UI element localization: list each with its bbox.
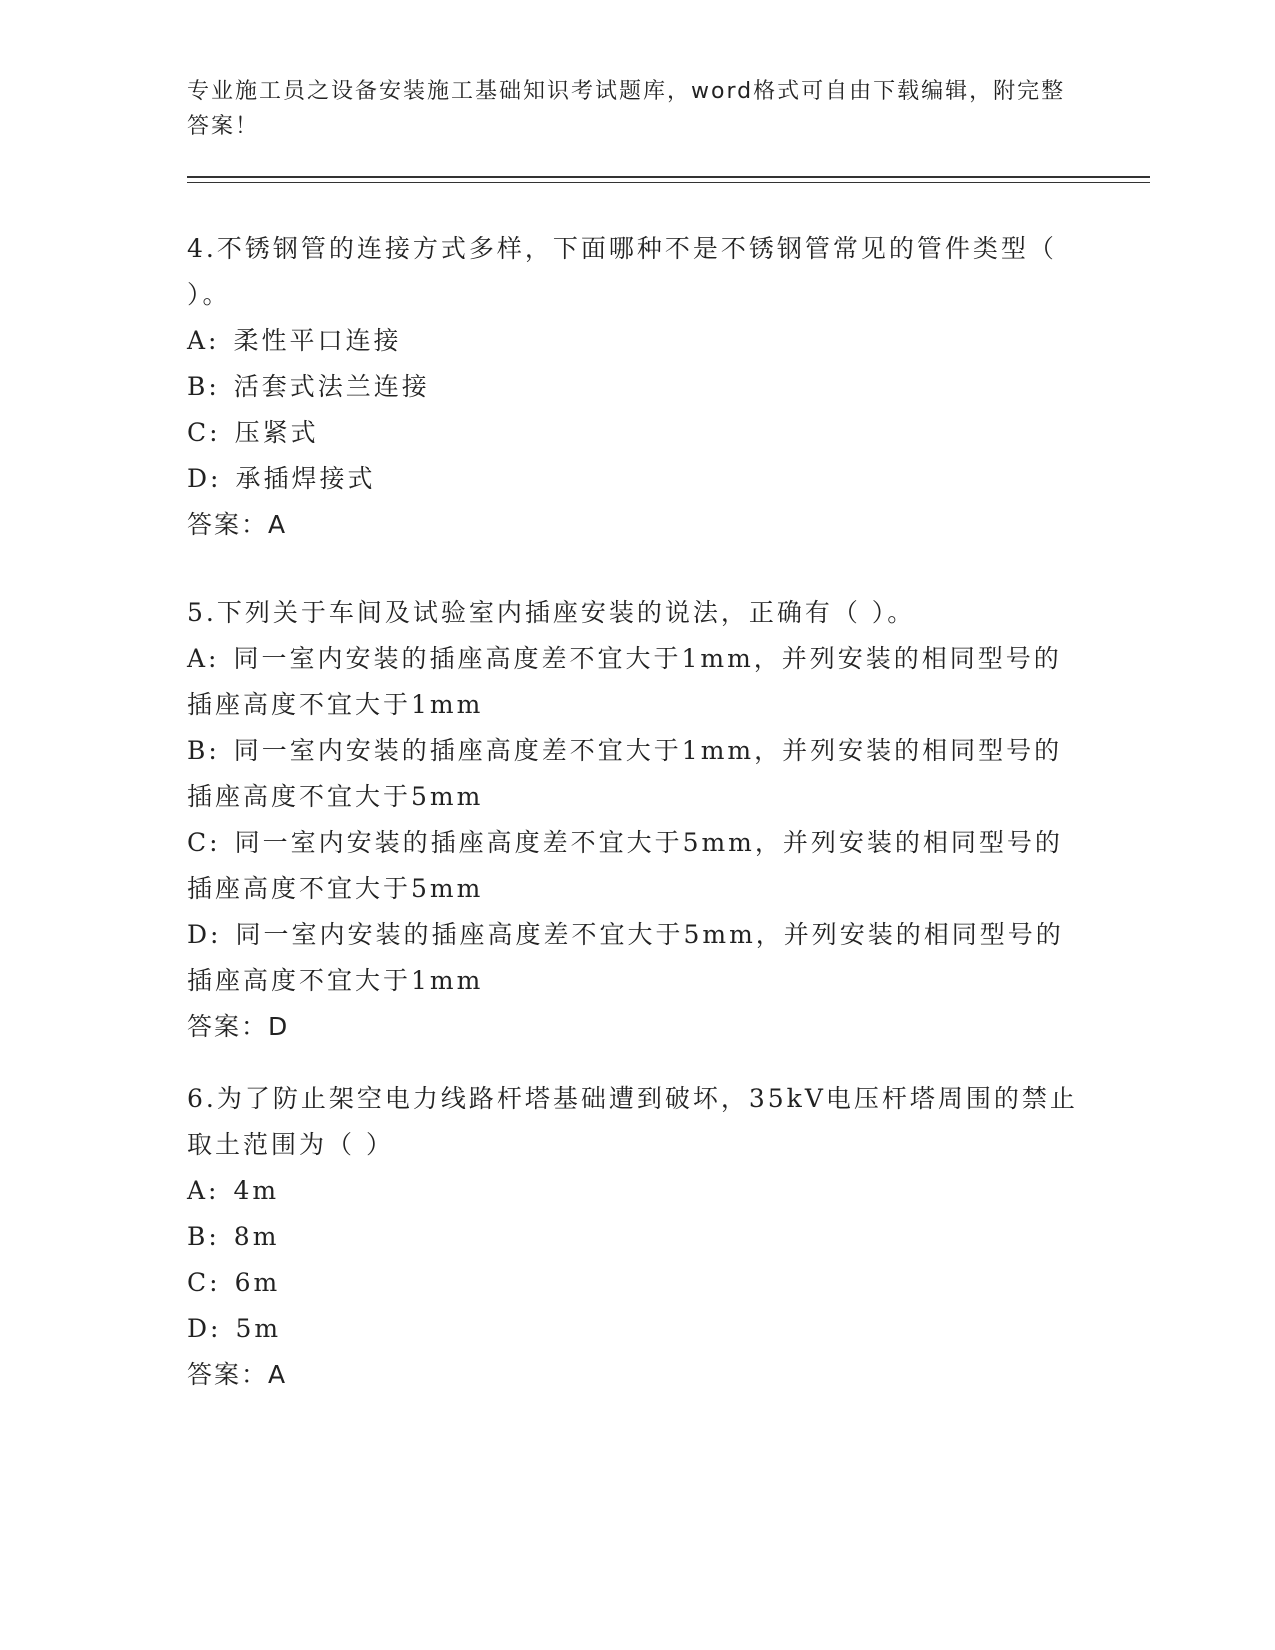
option-letter: D: [187, 1314, 222, 1343]
option-letter: A: [187, 326, 220, 355]
question-stem: 5.下列关于车间及试验室内插座安装的说法，正确有（ ）。 [187, 598, 916, 627]
option-b [187, 364, 1087, 410]
question-4 [187, 226, 1087, 548]
option-text: 同一室内安装的插座高度差不宜大于1mm，并列安装的相同型号的插座高度不宜大于1mm [187, 644, 1062, 719]
option-b [187, 728, 1087, 820]
header-divider-thin [187, 182, 1150, 183]
option-d [187, 1306, 1087, 1352]
option-letter: B: [187, 1222, 220, 1251]
option-d [187, 912, 1087, 1004]
option-letter: C: [187, 1268, 221, 1297]
option-text: 承插焊接式 [235, 464, 376, 493]
option-letter: B: [187, 736, 220, 765]
option-c [187, 820, 1087, 912]
option-letter: B: [187, 372, 220, 401]
answer-line: 答案：D [187, 1012, 290, 1041]
option-text: 同一室内安装的插座高度差不宜大于1mm，并列安装的相同型号的插座高度不宜大于5mm [187, 736, 1063, 811]
option-letter: D: [187, 464, 222, 493]
option-letter: A: [187, 1176, 220, 1205]
option-letter: A: [187, 644, 220, 673]
answer-line: 答案：A [187, 510, 288, 539]
option-text: 同一室内安装的插座高度差不宜大于5mm，并列安装的相同型号的插座高度不宜大于1mm [187, 920, 1064, 995]
option-b [187, 1214, 1087, 1260]
question-5 [187, 590, 1087, 1050]
question-stem: 6.为了防止架空电力线路杆塔基础遭到破坏，35kV电压杆塔周围的禁止取土范围为（ ） [187, 1084, 1078, 1159]
option-text: 压紧式 [234, 418, 319, 447]
option-text: 5m [235, 1314, 282, 1343]
question-6 [187, 1076, 1087, 1398]
option-a [187, 1168, 1087, 1214]
document-header: 专业施工员之设备安装施工基础知识考试题库，word格式可自由下载编辑，附完整答案！ [187, 79, 1066, 139]
option-text: 6m [234, 1268, 281, 1297]
question-stem: 4.不锈钢管的连接方式多样，下面哪种不是不锈钢管常见的管件类型（ ）。 [187, 234, 1057, 309]
option-letter: C: [187, 418, 221, 447]
option-text: 柔性平口连接 [233, 326, 402, 355]
option-c [187, 1260, 1087, 1306]
option-d [187, 456, 1087, 502]
option-letter: C: [187, 828, 221, 857]
option-letter: D: [187, 920, 222, 949]
header-divider-thick [187, 176, 1150, 178]
option-c [187, 410, 1087, 456]
option-a [187, 636, 1087, 728]
option-text: 活套式法兰连接 [233, 372, 430, 401]
answer-line: 答案：A [187, 1360, 288, 1389]
option-text: 8m [233, 1222, 280, 1251]
option-a [187, 318, 1087, 364]
option-text: 同一室内安装的插座高度差不宜大于5mm，并列安装的相同型号的插座高度不宜大于5mm [187, 828, 1063, 903]
option-text: 4m [233, 1176, 280, 1205]
